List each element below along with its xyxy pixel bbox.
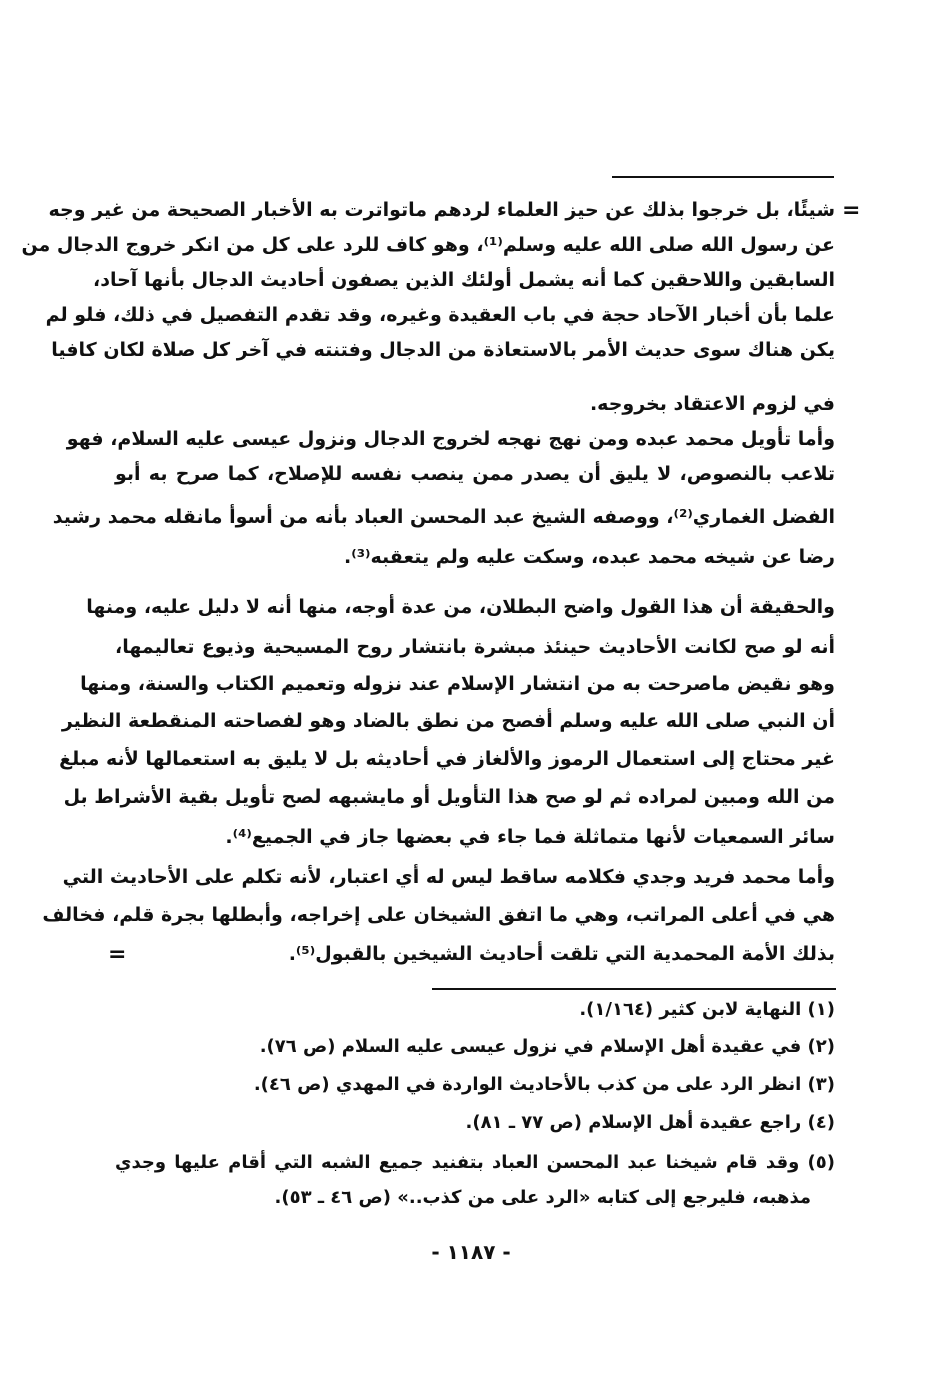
footnote-separator-rule xyxy=(432,988,836,990)
top-separator-rule xyxy=(612,176,834,178)
text-line: وهو نقيض ماصرحت به من انتشار الإسلام عند نزوله وتعميم الكتاب والسنة، ومنها xyxy=(80,673,835,695)
text-line: علما بأن أخبار الآحاد حجة في باب العقيدة وغيره، وقد تقدم التفصيل في ذلك، فلو لم xyxy=(45,304,835,326)
footnote: (٣) انظر الرد على من كذب بالأحاديث الواردة في المهدي (ص ٤٦). xyxy=(253,1074,835,1095)
footnote-continuation: مذهبه، فليرجع إلى كتابه «الرد على من كذب..» (ص ٤٦ ـ ٥٣). xyxy=(274,1187,811,1208)
text-line: الفضل الغماري⁽²⁾، ووصفه الشيخ عبد المحسن العباد بأنه من أسوأ مانقله محمد رشيد xyxy=(52,506,835,528)
text-line: تلاعب بالنصوص، لا يليق أن يصدر ممن ينصب نفسه للإصلاح، كما صرح به أبو xyxy=(115,463,835,485)
footnote: (٤) راجع عقيدة أهل الإسلام (ص ٧٧ ـ ٨١). xyxy=(465,1112,835,1133)
text-line: وأما محمد فريد وجدي فكلامه ساقط ليس له أي اعتبار، لأنه تكلم على الأحاديث التي xyxy=(62,866,835,888)
footnote: (١) النهاية لابن كثير (١/١٦٤). xyxy=(579,999,835,1020)
page-number: - ١١٨٧ - xyxy=(431,1240,511,1264)
continuation-mark-bottom: = xyxy=(108,942,127,967)
text-line: أنه لو صح لكانت الأحاديث حينئذ مبشرة بانتشار روح المسيحية وذيوع تعاليمها، xyxy=(115,636,835,658)
text-line: وأما تأويل محمد عبده ومن نهج نهجه لخروج الدجال ونزول عيسى عليه السلام، فهو xyxy=(66,428,835,450)
text-line: من الله ومبين لمراده ثم لو صح هذا التأويل أو مايشبهه لصح تأويل بقية الأشراط بل xyxy=(63,786,835,808)
text-line: هي في أعلى المراتب، وهي ما اتفق الشيخان على إخراجه، وأبطلها بجرة قلم، فخالف xyxy=(42,904,835,926)
text-line: سائر السمعيات لأنها متماثلة فما جاء في بعضها جاز في الجميع⁽⁴⁾. xyxy=(225,826,835,848)
text-line: والحقيقة أن هذا القول واضح البطلان، من عدة أوجه، منها أنه لا دليل عليه، ومنها xyxy=(86,596,835,618)
text-line: غير محتاج إلى استعمال الرموز والألغاز في أحاديثه بل لا يليق به استعمالها لأنه مبلغ xyxy=(59,748,835,770)
text-line: بذلك الأمة المحمدية التي تلقت أحاديث الشيخين بالقبول⁽⁵⁾. xyxy=(288,943,835,965)
text-line: رضا عن شيخه محمد عبده، وسكت عليه ولم يتعقبه⁽³⁾. xyxy=(344,546,835,568)
text-line: شيئًا، بل خرجوا بذلك عن حيز العلماء لردهم ماتواترت به الأخبار الصحيحة من غير وجه xyxy=(48,199,835,221)
continuation-mark-top: = xyxy=(842,198,861,223)
text-line: عن رسول الله صلى الله عليه وسلم⁽¹⁾، وهو كاف للرد على كل من انكر خروج الدجال من xyxy=(21,234,835,256)
footnote: (٢) في عقيدة أهل الإسلام في نزول عيسى عليه السلام (ص ٧٦). xyxy=(259,1036,835,1057)
footnote: (٥) وقد قام شيخنا عبد المحسن العباد بتفنيد جميع الشبه التي أقام عليها وجدي xyxy=(115,1152,835,1173)
text-line: يكن هناك سوى حديث الأمر بالاستعاذة من الدجال وفتنته في آخر كل صلاة لكان كافيا xyxy=(51,339,835,361)
text-line: في لزوم الاعتقاد بخروجه. xyxy=(589,393,835,415)
text-line: أن النبي صلى الله عليه وسلم أفصح من نطق بالضاد وهو لفصاحته المنقطعة النظير xyxy=(61,710,835,732)
text-line: السابقين واللاحقين كما أنه يشمل أولئك الذين يصفون أحاديث الدجال بأنها آحاد، xyxy=(93,269,835,291)
